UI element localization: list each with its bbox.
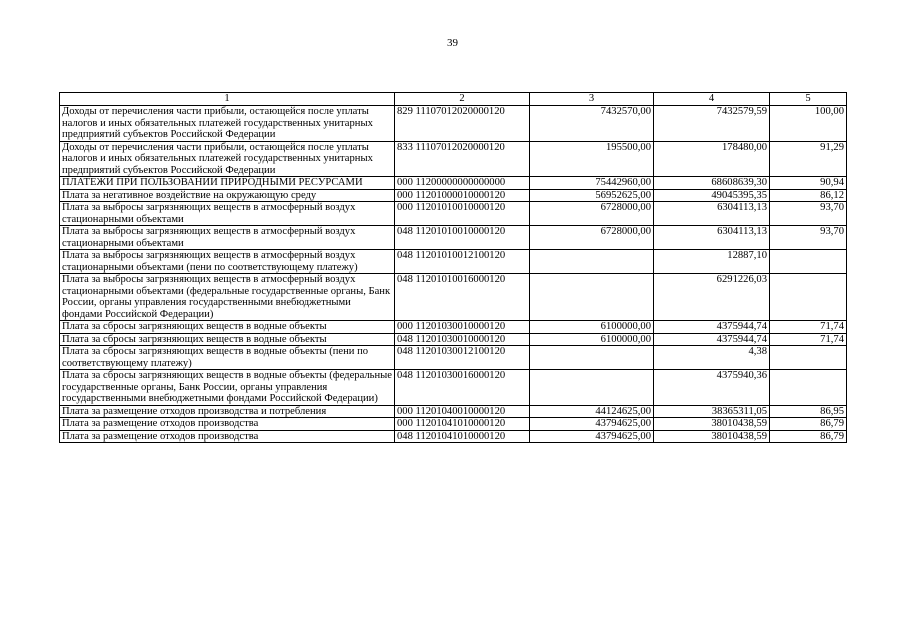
row-actual: 38010438,59 — [654, 418, 770, 431]
row-percent: 93,70 — [770, 202, 847, 226]
row-code: 048 11201010010000120 — [395, 226, 530, 250]
row-plan: 75442960,00 — [530, 177, 654, 190]
row-name: Плата за размещение отходов производства — [60, 418, 395, 431]
header-col-2: 2 — [395, 93, 530, 106]
row-code: 000 11201030010000120 — [395, 321, 530, 334]
row-name: Плата за сбросы загрязняющих веществ в водные объекты (пени по соответствующему платежу) — [60, 346, 395, 370]
row-actual: 6291226,03 — [654, 274, 770, 321]
row-percent — [770, 274, 847, 321]
header-col-3: 3 — [530, 93, 654, 106]
row-percent: 86,79 — [770, 430, 847, 443]
row-name: Доходы от перечисления части прибыли, остающейся после уплаты налогов и иных обязательных платежей государственных унитарных предприятий субъектов Российской Федерации — [60, 106, 395, 142]
row-actual: 4375940,36 — [654, 370, 770, 406]
table-row — [60, 370, 847, 406]
row-actual: 6304113,13 — [654, 202, 770, 226]
row-name: Плата за выбросы загрязняющих веществ в атмосферный воздух стационарными объектами — [60, 202, 395, 226]
row-percent: 86,12 — [770, 189, 847, 202]
row-plan: 56952625,00 — [530, 189, 654, 202]
row-code: 048 11201030016000120 — [395, 370, 530, 406]
row-code: 000 11201040010000120 — [395, 405, 530, 418]
row-actual: 4375944,74 — [654, 321, 770, 334]
row-percent — [770, 346, 847, 370]
row-actual: 38365311,05 — [654, 405, 770, 418]
row-code: 829 11107012020000120 — [395, 106, 530, 142]
row-code: 000 11201041010000120 — [395, 418, 530, 431]
row-name: Плата за размещение отходов производства — [60, 430, 395, 443]
row-plan: 6728000,00 — [530, 226, 654, 250]
table-row — [60, 321, 847, 334]
table-row — [60, 274, 847, 321]
table-row — [60, 202, 847, 226]
row-actual: 4,38 — [654, 346, 770, 370]
row-actual: 178480,00 — [654, 141, 770, 177]
row-name: ПЛАТЕЖИ ПРИ ПОЛЬЗОВАНИИ ПРИРОДНЫМИ РЕСУРСАМИ — [60, 177, 395, 190]
row-code: 048 11201041010000120 — [395, 430, 530, 443]
row-percent — [770, 250, 847, 274]
row-percent: 86,79 — [770, 418, 847, 431]
row-percent: 93,70 — [770, 226, 847, 250]
row-name: Плата за выбросы загрязняющих веществ в атмосферный воздух стационарными объектами (пени по соответствующему платежу) — [60, 250, 395, 274]
header-col-4: 4 — [654, 93, 770, 106]
row-name: Плата за выбросы загрязняющих веществ в атмосферный воздух стационарными объектами — [60, 226, 395, 250]
row-plan: 43794625,00 — [530, 418, 654, 431]
row-percent: 71,74 — [770, 321, 847, 334]
row-plan — [530, 346, 654, 370]
row-plan: 7432570,00 — [530, 106, 654, 142]
row-percent: 71,74 — [770, 333, 847, 346]
row-actual: 38010438,59 — [654, 430, 770, 443]
row-percent: 90,94 — [770, 177, 847, 190]
row-percent — [770, 370, 847, 406]
row-percent: 86,95 — [770, 405, 847, 418]
table-row — [60, 333, 847, 346]
table-row — [60, 430, 847, 443]
row-plan: 6728000,00 — [530, 202, 654, 226]
row-plan: 6100000,00 — [530, 333, 654, 346]
row-plan: 43794625,00 — [530, 430, 654, 443]
row-percent: 91,29 — [770, 141, 847, 177]
table-row — [60, 346, 847, 370]
row-plan: 44124625,00 — [530, 405, 654, 418]
row-code: 048 11201010012100120 — [395, 250, 530, 274]
row-actual: 12887,10 — [654, 250, 770, 274]
header-col-5: 5 — [770, 93, 847, 106]
row-name: Плата за сбросы загрязняющих веществ в водные объекты (федеральные государственные органы, Банк России, органы управления государственными внебюджетными фондами Российской Федерации) — [60, 370, 395, 406]
table-row — [60, 418, 847, 431]
row-code: 048 11201010016000120 — [395, 274, 530, 321]
table-row — [60, 189, 847, 202]
row-percent: 100,00 — [770, 106, 847, 142]
row-plan: 195500,00 — [530, 141, 654, 177]
row-code: 000 11201000010000120 — [395, 189, 530, 202]
table-row — [60, 141, 847, 177]
row-name: Доходы от перечисления части прибыли, остающейся после уплаты налогов и иных обязательных платежей государственных унитарных предприятий субъектов Российской Федерации — [60, 141, 395, 177]
header-col-1: 1 — [60, 93, 395, 106]
row-name: Плата за сбросы загрязняющих веществ в водные объекты — [60, 333, 395, 346]
row-actual: 6304113,13 — [654, 226, 770, 250]
row-actual: 4375944,74 — [654, 333, 770, 346]
row-name: Плата за выбросы загрязняющих веществ в атмосферный воздух стационарными объектами (федеральные государственные органы, Банк России, органы управления государственными внебюджетными фондами Российской Федерации) — [60, 274, 395, 321]
row-code: 048 11201030012100120 — [395, 346, 530, 370]
table-row — [60, 177, 847, 190]
header-row — [60, 93, 847, 106]
row-name: Плата за размещение отходов производства и потребления — [60, 405, 395, 418]
row-actual: 7432579,59 — [654, 106, 770, 142]
row-code: 000 11200000000000000 — [395, 177, 530, 190]
row-plan: 6100000,00 — [530, 321, 654, 334]
table-row — [60, 106, 847, 142]
row-plan — [530, 250, 654, 274]
row-name: Плата за сбросы загрязняющих веществ в водные объекты — [60, 321, 395, 334]
row-code: 048 11201030010000120 — [395, 333, 530, 346]
table-row — [60, 226, 847, 250]
row-actual: 49045395,35 — [654, 189, 770, 202]
table-row — [60, 250, 847, 274]
row-plan — [530, 274, 654, 321]
table-row — [60, 405, 847, 418]
row-actual: 68608639,30 — [654, 177, 770, 190]
row-name: Плата за негативное воздействие на окружающую среду — [60, 189, 395, 202]
row-plan — [530, 370, 654, 406]
row-code: 833 11107012020000120 — [395, 141, 530, 177]
page-number: 39 — [447, 37, 458, 49]
row-code: 000 11201010010000120 — [395, 202, 530, 226]
revenue-table — [59, 92, 847, 443]
